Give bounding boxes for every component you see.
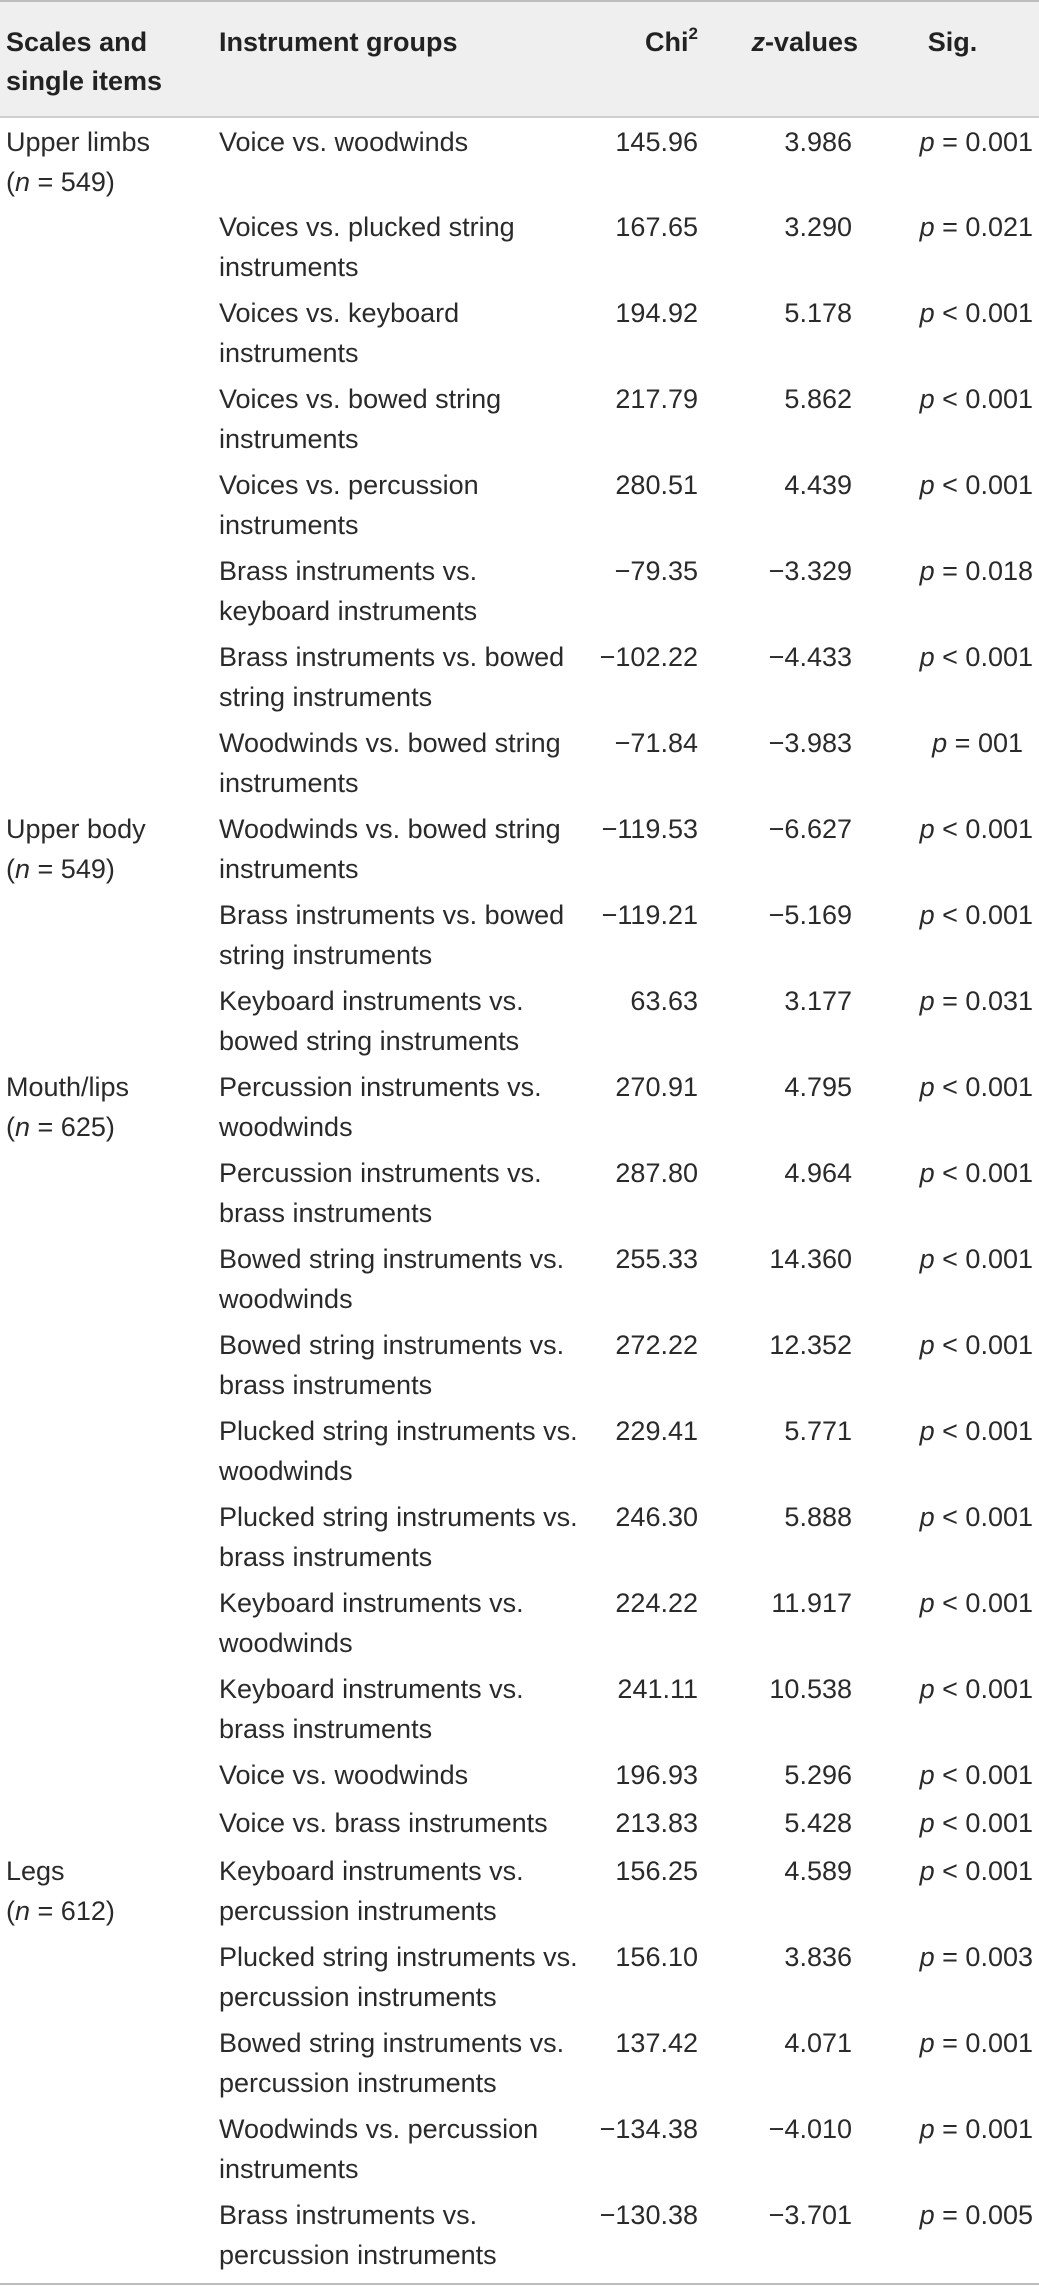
z-value-cell: 10.538 (769, 1674, 852, 1704)
p-value: = 0.001 (934, 2114, 1033, 2144)
chi-square-cell: 224.22 (615, 1588, 698, 1618)
significance-cell (866, 461, 1039, 547)
chi-square-cell: −130.38 (599, 2200, 698, 2230)
scale-cell (0, 2191, 213, 2281)
instrument-pair-cell: Plucked string instruments vs. percussion instruments (219, 1942, 578, 2012)
scale-cell (0, 2019, 213, 2105)
significance-cell (866, 1847, 1039, 1933)
header-scales (0, 1, 213, 117)
p-value: < 0.001 (934, 1856, 1033, 1886)
p-variable: p (919, 470, 935, 500)
table-row (0, 1235, 1039, 1321)
p-variable: p (919, 1072, 935, 1102)
p-variable: p (919, 1158, 935, 1188)
header-chi-superscript: 2 (688, 24, 698, 43)
p-variable: p (919, 1416, 935, 1446)
scale-cell (0, 1847, 213, 1933)
p-value: = 0.003 (934, 1942, 1033, 1972)
z-value-cell: 5.862 (784, 384, 852, 414)
significance-cell (866, 289, 1039, 375)
scale-cell (0, 1579, 213, 1665)
z-value-cell: 3.836 (784, 1942, 852, 1972)
scale-name: Upper body (6, 814, 146, 844)
significance-cell (866, 633, 1039, 719)
z-value-cell: −4.010 (768, 2114, 852, 2144)
z-value-cell: 4.071 (784, 2028, 852, 2058)
table-row (0, 1933, 1039, 2019)
header-scales-line1: Scales and (6, 27, 148, 57)
table-row (0, 2105, 1039, 2191)
instrument-pair-cell: Bowed string instruments vs. woodwinds (219, 1244, 565, 1314)
instrument-pair-cell: Percussion instruments vs. brass instruments (219, 1158, 542, 1228)
scale-n-variable: n (15, 854, 31, 884)
scale-cell (0, 1751, 213, 1799)
scale-n-value: = 625) (30, 1112, 115, 1142)
table-row (0, 117, 1039, 203)
scale-n-variable: n (15, 1896, 31, 1926)
table-row (0, 1321, 1039, 1407)
p-variable: p (919, 556, 935, 586)
header-sig: Sig. (866, 1, 1039, 117)
chi-square-cell: −102.22 (599, 642, 698, 672)
instrument-pair-cell: Voices vs. keyboard instruments (219, 298, 460, 368)
p-value: < 0.001 (934, 1502, 1033, 1532)
table-row (0, 1751, 1039, 1799)
z-value-cell: 14.360 (769, 1244, 852, 1274)
p-value: < 0.001 (934, 1808, 1033, 1838)
p-variable: p (919, 212, 935, 242)
table-row (0, 805, 1039, 891)
instrument-pair-cell: Voices vs. plucked string instruments (219, 212, 515, 282)
chi-square-cell: 137.42 (615, 2028, 698, 2058)
p-variable: p (919, 642, 935, 672)
instrument-pair-cell: Voices vs. bowed string instruments (219, 384, 502, 454)
chi-square-cell: 241.11 (617, 1674, 698, 1704)
scale-cell (0, 1665, 213, 1751)
scale-cell (0, 977, 213, 1063)
p-value: < 0.001 (934, 900, 1033, 930)
z-value-cell: −3.329 (768, 556, 852, 586)
p-value: < 0.001 (934, 1674, 1033, 1704)
p-value: < 0.001 (934, 298, 1033, 328)
z-value-cell: 11.917 (771, 1588, 852, 1618)
scale-cell (0, 117, 213, 203)
chi-square-cell: 287.80 (615, 1158, 698, 1188)
significance-cell (866, 1493, 1039, 1579)
header-scales-line2: single items (6, 66, 163, 96)
z-value-cell: 5.178 (784, 298, 852, 328)
scale-cell (0, 1933, 213, 2019)
instrument-pair-cell: Keyboard instruments vs. bowed string instruments (219, 986, 524, 1056)
z-value-cell: −5.169 (768, 900, 852, 930)
table-row (0, 1799, 1039, 1847)
significance-cell (866, 1235, 1039, 1321)
z-value-cell: −3.701 (768, 2200, 852, 2230)
p-variable: p (919, 1856, 935, 1886)
p-value: < 0.001 (934, 1588, 1033, 1618)
instrument-pair-cell: Voices vs. percussion instruments (219, 470, 479, 540)
chi-square-cell: −119.21 (601, 900, 698, 930)
table-row (0, 1149, 1039, 1235)
p-value: = 0.021 (934, 212, 1033, 242)
p-value: < 0.001 (934, 814, 1033, 844)
scale-cell (0, 461, 213, 547)
scale-cell (0, 375, 213, 461)
chi-square-cell: 280.51 (615, 470, 698, 500)
p-value: < 0.001 (934, 1330, 1033, 1360)
scale-name: Upper limbs (6, 127, 151, 157)
scale-n-prefix: ( (6, 854, 15, 884)
table-row (0, 289, 1039, 375)
table-row (0, 1407, 1039, 1493)
chi-square-cell: 213.83 (615, 1808, 698, 1838)
scale-n-variable: n (15, 1112, 31, 1142)
instrument-pair-cell: Keyboard instruments vs. brass instruments (219, 1674, 524, 1744)
scale-n-value: = 549) (30, 167, 115, 197)
p-value: < 0.001 (934, 1416, 1033, 1446)
scale-cell (0, 1407, 213, 1493)
table-bottom-rule (0, 2283, 1039, 2285)
significance-cell (866, 203, 1039, 289)
significance-cell (866, 1799, 1039, 1847)
table-row (0, 719, 1039, 805)
p-variable: p (919, 1760, 935, 1790)
significance-cell (866, 891, 1039, 977)
table-row (0, 1847, 1039, 1933)
table-row (0, 1579, 1039, 1665)
chi-square-cell: −134.38 (599, 2114, 698, 2144)
header-chi-text: Chi (645, 27, 689, 57)
p-value: < 0.001 (934, 1760, 1033, 1790)
instrument-pair-cell: Brass instruments vs. bowed string instruments (219, 642, 565, 712)
scale-n-prefix: ( (6, 167, 15, 197)
p-value: < 0.001 (934, 1072, 1033, 1102)
p-value: = 0.001 (934, 2028, 1033, 2058)
table-row (0, 1493, 1039, 1579)
p-variable: p (919, 1808, 935, 1838)
z-value-cell: 4.795 (784, 1072, 852, 1102)
instrument-pair-cell: Percussion instruments vs. woodwinds (219, 1072, 542, 1142)
significance-cell (866, 977, 1039, 1063)
instrument-pair-cell: Brass instruments vs. keyboard instruments (219, 556, 478, 626)
p-value: < 0.001 (934, 1244, 1033, 1274)
z-value-cell: 5.296 (784, 1760, 852, 1790)
instrument-pair-cell: Bowed string instruments vs. brass instruments (219, 1330, 565, 1400)
p-value: = 0.018 (934, 556, 1033, 586)
table-row (0, 547, 1039, 633)
p-variable: p (932, 728, 948, 758)
significance-cell (866, 1933, 1039, 2019)
chi-square-cell: 229.41 (615, 1416, 698, 1446)
table-header (0, 1, 1039, 117)
significance-cell (866, 1751, 1039, 1799)
significance-cell (866, 719, 1039, 805)
scale-n-value: = 549) (30, 854, 115, 884)
table-row (0, 2019, 1039, 2105)
scale-n-prefix: ( (6, 1896, 15, 1926)
scale-name: Mouth/lips (6, 1072, 130, 1102)
p-value: = 0.031 (934, 986, 1033, 1016)
significance-cell (866, 805, 1039, 891)
header-z (726, 1, 866, 117)
chi-square-cell: 63.63 (630, 986, 698, 1016)
scale-cell (0, 633, 213, 719)
significance-cell (866, 1321, 1039, 1407)
p-variable: p (919, 298, 935, 328)
p-value: < 0.001 (934, 470, 1033, 500)
significance-cell (866, 1149, 1039, 1235)
header-row (0, 1, 1039, 117)
scale-n-prefix: ( (6, 1112, 15, 1142)
p-value: < 0.001 (934, 1158, 1033, 1188)
scale-cell (0, 1235, 213, 1321)
instrument-pair-cell: Plucked string instruments vs. brass instruments (219, 1502, 578, 1572)
scale-cell (0, 1063, 213, 1149)
p-value: < 0.001 (934, 384, 1033, 414)
z-value-cell: 5.888 (784, 1502, 852, 1532)
scale-name: Legs (6, 1856, 65, 1886)
instrument-pair-cell: Brass instruments vs. percussion instruments (219, 2200, 497, 2270)
header-groups: Instrument groups (213, 1, 582, 117)
scale-n-variable: n (15, 167, 31, 197)
instrument-pair-cell: Voice vs. brass instruments (219, 1808, 548, 1838)
z-value-cell: 3.986 (784, 127, 852, 157)
p-variable: p (919, 2028, 935, 2058)
p-variable: p (919, 1942, 935, 1972)
chi-square-cell: −71.84 (614, 728, 698, 758)
table-row (0, 375, 1039, 461)
instrument-pair-cell: Voice vs. woodwinds (219, 1760, 469, 1790)
chi-square-cell: 217.79 (615, 384, 698, 414)
significance-cell (866, 1407, 1039, 1493)
scale-cell (0, 1799, 213, 1847)
significance-cell (866, 547, 1039, 633)
p-value: = 0.001 (934, 127, 1033, 157)
p-variable: p (919, 1502, 935, 1532)
p-variable: p (919, 1330, 935, 1360)
scale-cell (0, 1493, 213, 1579)
scale-cell (0, 289, 213, 375)
significance-cell (866, 2191, 1039, 2281)
z-value-cell: −4.433 (768, 642, 852, 672)
instrument-pair-cell: Keyboard instruments vs. woodwinds (219, 1588, 524, 1658)
table-row (0, 633, 1039, 719)
z-value-cell: 5.771 (784, 1416, 852, 1446)
scale-cell (0, 719, 213, 805)
instrument-pair-cell: Woodwinds vs. bowed string instruments (219, 728, 561, 798)
z-value-cell: 4.439 (784, 470, 852, 500)
z-value-cell: 4.964 (784, 1158, 852, 1188)
p-value: < 0.001 (934, 642, 1033, 672)
instrument-pair-cell: Voice vs. woodwinds (219, 127, 469, 157)
chi-square-cell: 272.22 (615, 1330, 698, 1360)
significance-cell (866, 375, 1039, 461)
scale-cell (0, 547, 213, 633)
scale-cell (0, 805, 213, 891)
table-row (0, 461, 1039, 547)
chi-square-cell: 255.33 (615, 1244, 698, 1274)
p-variable: p (919, 384, 935, 414)
table-row (0, 203, 1039, 289)
table-row (0, 1063, 1039, 1149)
table-row (0, 977, 1039, 1063)
header-z-rest: -values (764, 27, 858, 57)
chi-square-cell: 194.92 (615, 298, 698, 328)
p-value: = 0.005 (934, 2200, 1033, 2230)
chi-square-cell: 145.96 (615, 127, 698, 157)
z-value-cell: −3.983 (768, 728, 852, 758)
chi-square-cell: 156.25 (615, 1856, 698, 1886)
table-row (0, 1665, 1039, 1751)
z-value-cell: −6.627 (768, 814, 852, 844)
z-value-cell: 3.177 (784, 986, 852, 1016)
header-chi (582, 1, 726, 117)
header-z-italic: z (751, 27, 765, 57)
chi-square-cell: −79.35 (614, 556, 698, 586)
chi-square-cell: 246.30 (615, 1502, 698, 1532)
significance-cell (866, 117, 1039, 203)
significance-cell (866, 2105, 1039, 2191)
z-value-cell: 5.428 (784, 1808, 852, 1838)
instrument-pair-cell: Plucked string instruments vs. woodwinds (219, 1416, 578, 1486)
scale-cell (0, 2105, 213, 2191)
scale-cell (0, 203, 213, 289)
chi-square-cell: 156.10 (615, 1942, 698, 1972)
p-variable: p (919, 1674, 935, 1704)
table-row (0, 891, 1039, 977)
table-row (0, 2191, 1039, 2281)
p-variable: p (919, 2114, 935, 2144)
instrument-pair-cell: Brass instruments vs. bowed string instruments (219, 900, 565, 970)
p-variable: p (919, 127, 935, 157)
instrument-pair-cell: Bowed string instruments vs. percussion instruments (219, 2028, 565, 2098)
scale-cell (0, 1321, 213, 1407)
chi-square-cell: −119.53 (601, 814, 698, 844)
scale-cell (0, 891, 213, 977)
instrument-pair-cell: Woodwinds vs. percussion instruments (219, 2114, 539, 2184)
p-variable: p (919, 2200, 935, 2230)
p-variable: p (919, 900, 935, 930)
scale-cell (0, 1149, 213, 1235)
significance-cell (866, 1665, 1039, 1751)
z-value-cell: 12.352 (769, 1330, 852, 1360)
p-variable: p (919, 986, 935, 1016)
table-body (0, 117, 1039, 2281)
significance-cell (866, 2019, 1039, 2105)
significance-cell (866, 1063, 1039, 1149)
p-value: = 001 (947, 728, 1023, 758)
instrument-pair-cell: Woodwinds vs. bowed string instruments (219, 814, 561, 884)
chi-square-cell: 167.65 (615, 212, 698, 242)
significance-cell (866, 1579, 1039, 1665)
scale-n-value: = 612) (30, 1896, 115, 1926)
p-variable: p (919, 1588, 935, 1618)
z-value-cell: 4.589 (784, 1856, 852, 1886)
z-value-cell: 3.290 (784, 212, 852, 242)
instrument-pair-cell: Keyboard instruments vs. percussion instruments (219, 1856, 524, 1926)
chi-square-cell: 270.91 (615, 1072, 698, 1102)
chi-square-cell: 196.93 (615, 1760, 698, 1790)
p-variable: p (919, 814, 935, 844)
p-variable: p (919, 1244, 935, 1274)
